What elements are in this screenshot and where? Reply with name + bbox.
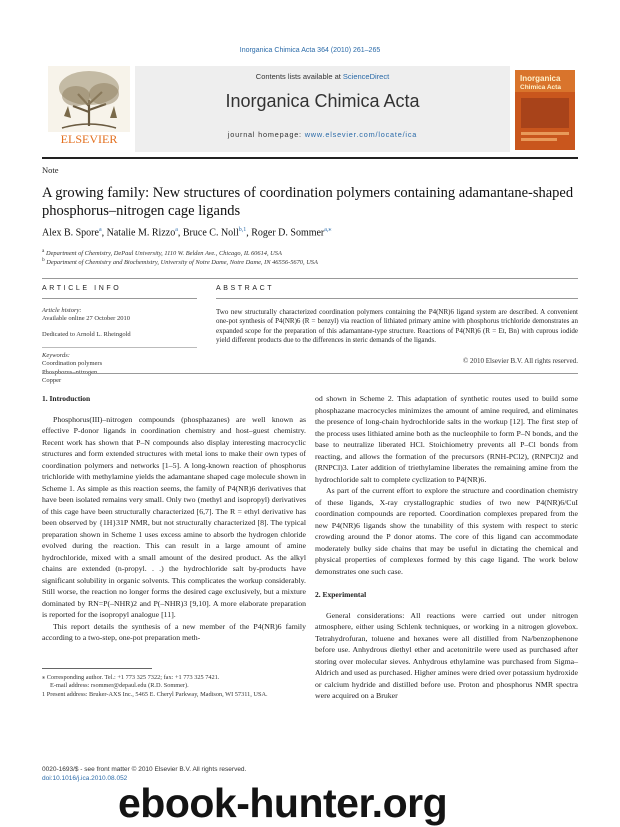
paragraph: Phosphorus(III)–nitrogen compounds (phosphazanes) are well known as effective P-donor ligands in coordination chemistry and host–guest chemistry. Recent work has shown that P–N compounds also display interesting macrocyclic structures and form extended structures with metal ions to make their own types of coordination polymers and networks [1–5]. A long-known reaction of phosphorus trichloride with methylamine yields the adamantane shaped cage molecule shown in Scheme 1. As simple as this reaction seems, the family of P4(NR)6 derivatives that have been isolated remains very small. Only two (methyl and isopropyl) derivatives of this cage have been structurally characterized [6,7]. The R = ethyl derivative has been observed by {1H}31P NMR, but not structurally characterized [8]. The typical preparation shown in Scheme 1 uses excess amine to absorb the hydrogen chloride evolved during the reaction. This can result in a large amount of amine hydrochloride, mixed with a small amount of the desired product. As the alkyl chains are extended (n-propyl. . .) the hydrochloride salt by-products have significant solubility in organic solvents. This complicates the workup considerably. Still worse, the reaction no longer forms the desired cage exclusively, but a mixture dominated by RN=P(–NHR)2 and P(–NHR)3 [9,10]. A more elaborate preparation is reported for the isopropyl analogue [11]. bbox=[42, 414, 306, 619]
paragraph: This report details the synthesis of a new member of the P4(NR)6 family according to a two-step, one-pot preparation meth- bbox=[42, 621, 306, 642]
abstract-rule bbox=[216, 298, 578, 299]
affiliation-text: Department of Chemistry and Biochemistry, University of Notre Dame, Notre Dame, IN 46556-5670, USA bbox=[46, 259, 318, 267]
journal-header-banner bbox=[135, 66, 510, 152]
present-address-note: 1 Present address: Bruker-AXS Inc., 5465 E. Cheryl Parkway, Madison, WI 57311, USA. bbox=[42, 690, 268, 698]
history-label: Article history: bbox=[42, 307, 82, 314]
watermark-text: ebook-hunter.org bbox=[118, 780, 448, 826]
section-divider bbox=[42, 278, 578, 279]
contents-prefix: Contents lists available at bbox=[255, 72, 341, 81]
keywords bbox=[42, 352, 197, 386]
journal-name: Inorganica Chimica Acta bbox=[225, 91, 420, 111]
abstract-heading: ABSTRACT bbox=[216, 285, 275, 292]
dedication: Dedicated to Arnold L. Rheingold bbox=[42, 331, 131, 338]
keyword: Coordination polymers bbox=[42, 360, 103, 368]
keywords-label: Keywords: bbox=[42, 352, 70, 359]
affiliation-marker: b bbox=[42, 257, 45, 263]
body-column-left bbox=[42, 393, 306, 644]
journal-cover-thumbnail bbox=[515, 70, 575, 150]
doi-link[interactable]: doi:10.1016/j.ica.2010.08.052 bbox=[42, 774, 128, 782]
keyword: Copper bbox=[42, 377, 62, 385]
affiliation-a bbox=[42, 248, 282, 257]
article-info-rule bbox=[42, 298, 197, 299]
journal-homepage-link[interactable]: www.elsevier.com/locate/ica bbox=[304, 130, 418, 139]
footnotes bbox=[42, 674, 306, 699]
author-list: Alex B. Spore$^a$, Natalie M. Rizzo$^a$, Bruce C. Noll$^{b,1}$, Roger D. Sommer$^{a,⁎}$ bbox=[42, 227, 332, 239]
footnote-rule bbox=[42, 668, 152, 669]
contents-line bbox=[135, 72, 510, 81]
affiliation-b bbox=[42, 257, 318, 266]
header-rule bbox=[42, 157, 578, 159]
homepage-prefix: journal homepage: bbox=[227, 130, 302, 139]
abstract-text: Two new structurally characterized coordination polymers containing the P4(NR)6 ligand system are described. A convenient one-pot synthesis of P4(NR)6 (R = benzyl) via reaction of lithiated primary amine with phosphorus trichloride demonstrates an expanded scope for the preparation of this adamantane-type structure. Reactions of P4(NR)6 (R = Et, Bn) with cuprous iodide yield different products due to the differences in steric demands of the ligands. bbox=[216, 308, 578, 344]
history-value: Available online 27 October 2010 bbox=[42, 315, 130, 323]
cover-title-line-1: Inorganica bbox=[520, 74, 561, 83]
author-affiliation-marker[interactable]: b,1 bbox=[238, 227, 247, 233]
section-heading-experimental: 2. Experimental bbox=[315, 590, 367, 599]
author-name: Bruce C. Noll bbox=[182, 227, 239, 239]
elsevier-logo bbox=[48, 66, 130, 146]
corresponding-author-note: ⁎ Corresponding author. Tel.: +1 773 325 7322; fax: +1 773 325 7421. bbox=[42, 674, 220, 681]
author-affiliation-marker[interactable]: a bbox=[175, 227, 178, 233]
paragraph: As part of the current effort to explore the structure and coordination chemistry of these ligands, X-ray crystallographic studies of two new P4(NR)6/CuI coordination compounds are reported. Coordination complexes prepared from the new P4(NR)6 ligands show the tunability of this system with respect to steric crowding around the P donor atoms. The core of this ligand can accommodate moderately bulky side chains that may be useful in dictating the chemical and physical properties of complexes formed by this cage ligand. The work below demonstrates one such case. bbox=[315, 486, 578, 576]
journal-citation[interactable]: Inorganica Chimica Acta 364 (2010) 261–265 bbox=[239, 47, 381, 54]
affiliation-marker: a bbox=[42, 248, 45, 254]
affiliation-text: Department of Chemistry, DePaul University, 1110 W. Belden Ave., Chicago, IL 60614, USA bbox=[45, 250, 282, 258]
author-name: Alex B. Spore bbox=[42, 227, 99, 239]
cover-title-line-2: Chimica Acta bbox=[520, 84, 561, 91]
article-history bbox=[42, 307, 197, 324]
body-column-right bbox=[315, 393, 578, 702]
email-note[interactable]: E-mail address: rsommer@depaul.edu (R.D. Sommer). bbox=[50, 682, 189, 690]
article-info-heading: ARTICLE INFO bbox=[42, 285, 122, 292]
issn-line: 0020-1693/$ - see front matter © 2010 Elsevier B.V. All rights reserved. bbox=[42, 766, 247, 773]
paragraph: General considerations: All reactions were carried out under nitrogen atmosphere, either using Schlenk techniques, or working in a nitrogen glovebox. Tetrahydrofuran, toluene and hexanes were all distilled from Na/benzophenone before use. Anhydrous diethyl ether and acetonitrile were used as purchased after storing over molecular sieves. Anhydrous ethylamine was purchased from Sigma–Aldrich and used as purchased. Higher amines were dried over potassium hydroxide or calcium hydride and distilled before use. Proton and phosphorus NMR spectra were acquired on a Bruker bbox=[315, 610, 578, 700]
publisher-wordmark: ELSEVIER bbox=[60, 132, 118, 146]
author-affiliation-marker[interactable]: a,⁎ bbox=[324, 227, 332, 233]
paragraph: od shown in Scheme 2. This adaptation of synthetic routes used to build some phosphazane macrocycles minimizes the amount of amine required, and eliminates the presence of long-chain hydrochloride salts in the workup [12]. The first step of the process uses lithiated amine both as the nucleophile to form P–N bonds, and the base to neutralize liberated HCl. Stoichiometry prevents all P–Cl bonds from reacting, and allows the formation of the precursors (RNH-PCl2), (RNPCl)2 and (RNPCl)3. Later addition of triethylamine liberates the remaining amine from the hydrochloride salt to complete cyclization to P4(NR)6. bbox=[315, 394, 578, 484]
article-type: Note bbox=[42, 165, 59, 175]
sciencedirect-link[interactable]: ScienceDirect bbox=[342, 72, 390, 81]
author-name: Roger D. Sommer bbox=[251, 227, 325, 239]
author-name: Natalie M. Rizzo bbox=[106, 227, 176, 239]
section-heading-introduction: 1. Introduction bbox=[42, 394, 91, 403]
author-affiliation-marker[interactable]: a bbox=[98, 227, 102, 233]
keywords-rule bbox=[42, 347, 197, 348]
article-title: A growing family: New structures of coordination polymers containing adamantane-shaped phosphorus–nitrogen cage ligands bbox=[42, 185, 574, 219]
journal-homepage-line bbox=[135, 130, 510, 139]
abstract-copyright: © 2010 Elsevier B.V. All rights reserved. bbox=[462, 357, 578, 365]
body-divider bbox=[42, 373, 578, 374]
